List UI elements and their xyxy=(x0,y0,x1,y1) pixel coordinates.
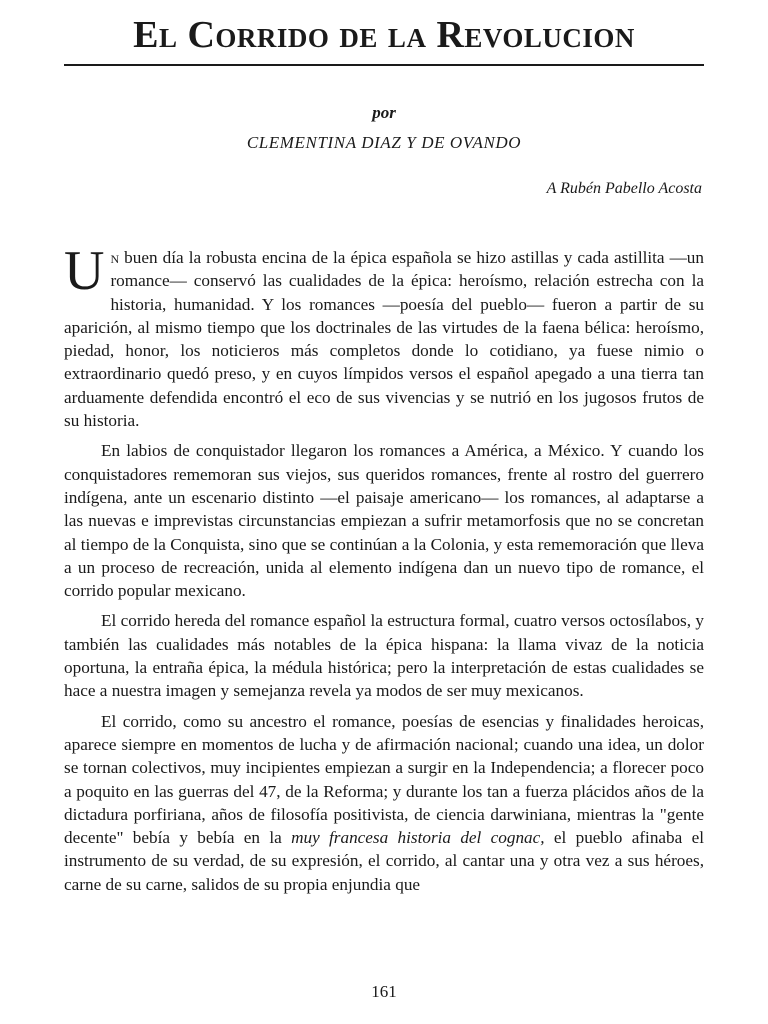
smallcaps-lead: n xyxy=(110,248,120,267)
paragraph-2: En labios de conquistador llegaron los romances a América, a México. Y cuando los conquistadores rememoran sus viejos, sus queridos romances, frente al rostro del guerrero indígena, ante un escenario distinto —el paisaje americano— los romances, al adaptarse a las nuevas e imprevistas circunstancias empiezan a sufrir metamorfosis que no se concretan al tiempo de la Conquista, sino que se continúan a la Colonia, y esta rememoración que lleva a un proceso de recreación, unida al elemento indígena dan un nuevo tipo de romance, el corrido popular mexicano. xyxy=(64,441,704,601)
paragraph-4-text-b: el pueblo afinaba el instrumento de su verdad, de su expresión, el corrido, al cantar una y otra vez a sus héroes, carne de su carne, salidos de su propia enjundia que xyxy=(64,828,705,894)
paragraph-4-text-a: El corrido, como su ancestro el romance, poesías de esencias y finalidades heroicas, aparece siempre en momentos de lucha y de afirmación nacional; cuando una idea, un dolor se tornan colectivos, muy incipientes empiezan a surgir en la Independencia; a florecer poco a poquito en las guerras del 47, de la Reforma; y durante los tan a fuerza plácidos años de la dictadura porfiriana, años de filosofía positivista, de ciencia darwiniana, mientras la "gente decente" bebía y bebía en la xyxy=(64,711,704,848)
page-number: 161 xyxy=(371,982,397,1001)
byline: por xyxy=(372,103,396,122)
author-name: CLEMENTINA DIAZ Y DE OVANDO xyxy=(246,133,522,152)
article-title: El Corrido de la Revolucion xyxy=(133,14,635,56)
paragraph-3: El corrido hereda del romance español la estructura formal, cuatro versos octosílabos, y también las cualidades más notables de la épica hispana: la llama vivaz de la noticia oportuna, la entraña épica, la médula histórica; pero la interpretación de estas cualidades se hace a nuestra imagen y semejanza revela ya modos de ser muy mexicanos. xyxy=(64,611,704,701)
paragraph-4-italic: muy francesa historia del cognac, xyxy=(291,828,545,848)
article-body xyxy=(64,240,705,896)
paragraph-4 xyxy=(64,710,704,896)
paragraph-1 xyxy=(64,240,704,432)
drop-cap: U xyxy=(64,240,105,302)
title-rule xyxy=(64,64,704,66)
paragraph-1-text: buen día la robusta encina de la épica española se hizo astillas y cada astillita —un romance— conservó las cualidades de la épica: heroísmo, relación estrecha con la historia, humanidad. Y los romances —poesía del pueblo— fueron a partir de su aparición, al mismo tiempo que los doctrinales de las virtudes de la faena bélica: heroísmo, piedad, honor, los noticieros más completos donde lo cotidiano, ya fuese nimio o extraordinario quedó preso, y en cuyos límpidos versos el español apegado a una tierra tan arduamente defendida encontró el eco de sus vivencias y se nutrió en los jugosos frutos de su historia. xyxy=(64,248,704,431)
dedication: A Rubén Pabello Acosta xyxy=(546,180,702,197)
